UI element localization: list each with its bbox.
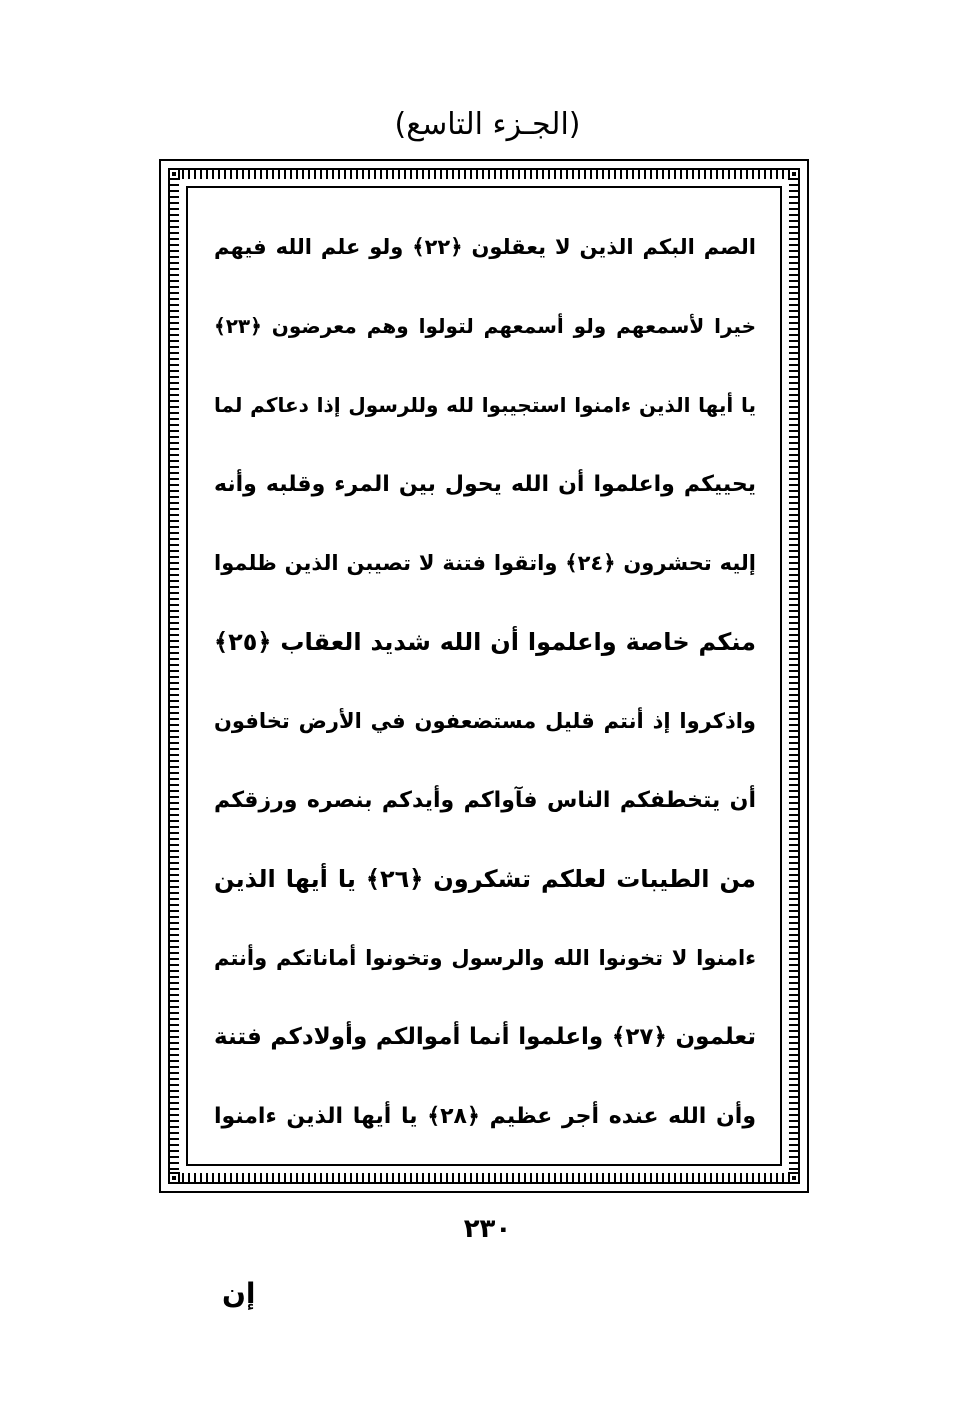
verse-line: من الطيبات لعلكم تشكرون ﴿٢٦﴾ يا أيها الذين: [214, 865, 756, 893]
verse-line: إليه تحشرون ﴿٢٤﴾ واتقوا فتنة لا تصيبن الذين ظلموا: [214, 551, 756, 575]
verse-line: يا أيها الذين ءامنوا استجيبوا لله وللرسول إذا دعاكم لما: [214, 393, 756, 417]
page-number: ٢٣٠: [463, 1214, 512, 1244]
verse-text-block: [214, 208, 756, 1156]
verse-line: وأن الله عنده أجر عظيم ﴿٢٨﴾ يا أيها الذين ءامنوا: [214, 1104, 756, 1129]
verse-line: منكم خاصة واعلموا أن الله شديد العقاب ﴿٢٥﴾: [214, 628, 756, 656]
frame-corner-ornament: [168, 1172, 180, 1184]
verse-line: واذكروا إذ أنتم قليل مستضعفون في الأرض تخافون: [214, 709, 756, 733]
frame-corner-ornament: [788, 168, 800, 180]
frame-corner-ornament: [168, 168, 180, 180]
catchword: إن: [222, 1277, 256, 1310]
verse-line: ءامنوا لا تخونوا الله والرسول وتخونوا أماناتكم وأنتم: [214, 946, 756, 970]
verse-line: الصم البكم الذين لا يعقلون ﴿٢٢﴾ ولو علم الله فيهم: [214, 235, 756, 259]
verse-line: أن يتخطفكم الناس فآواكم وأيدكم بنصره ورزقكم: [214, 788, 756, 813]
verse-line: خيرا لأسمعهم ولو أسمعهم لتولوا وهم معرضون ﴿٢٣﴾: [214, 314, 756, 338]
juz-header: (الجـزء التاسع): [394, 107, 581, 142]
verse-line: تعلمون ﴿٢٧﴾ واعلموا أنما أموالكم وأولادكم فتنة: [214, 1024, 756, 1050]
verse-line: يحييكم واعلموا أن الله يحول بين المرء وقلبه وأنه: [214, 472, 756, 497]
frame-corner-ornament: [788, 1172, 800, 1184]
